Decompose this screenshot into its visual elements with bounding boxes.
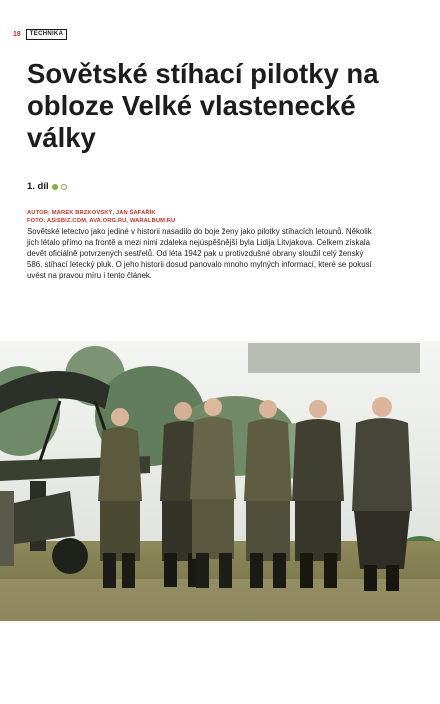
article-photo [0,341,440,703]
page-header [13,29,67,40]
pilot-4 [244,400,292,588]
author-credit: AUTOR: MAREK BRZKOVSKÝ, JAN ŠAFAŘÍK [27,210,156,216]
section-tag: TECHNIKA [26,29,67,40]
pilot-1 [98,408,142,588]
pilot-6 [352,397,412,591]
article-title: Sovětské stíhací pilotky na obloze Velké vlastenecké války [27,58,379,153]
page-number: 18 [13,31,21,38]
pilot-5 [292,400,344,588]
article-lead: Sovětské letectvo jako jediné v historii nasadilo do boje ženy jako pilotky stíhacích letounů. Několik jich létalo přímo na frontě a mezi nimi zdaleka nejúspěšnější byla Lidija Litvjakova. Celkem získala devět oficiálně potvrzených sestřelů. Od léta 1942 pak u protivzdušné obrany sloužil celý ženský 586. stíhací letecký pluk. O jeho historii dosud panovalo mnoho mylných informací, které se pokusí uvést na pravou míru i tento článek. [27,227,372,281]
photo-credit: FOTO: ASISBIZ.COM, AVA.ORG.RU, WARALBUM.RU [27,217,176,224]
photo-illustration [0,341,440,621]
empty-dot-icon [61,184,67,190]
part-label: 1. díl [27,181,49,192]
article-part [27,181,67,192]
photo-caption: Na začátku války se k sovětskému letectvu přihlásilo 450 dobrovolnic, ze kterých začaly vznikat tři ženské pluky. [253,689,397,703]
article-credits [27,210,175,225]
filled-dot-icon [52,184,58,190]
